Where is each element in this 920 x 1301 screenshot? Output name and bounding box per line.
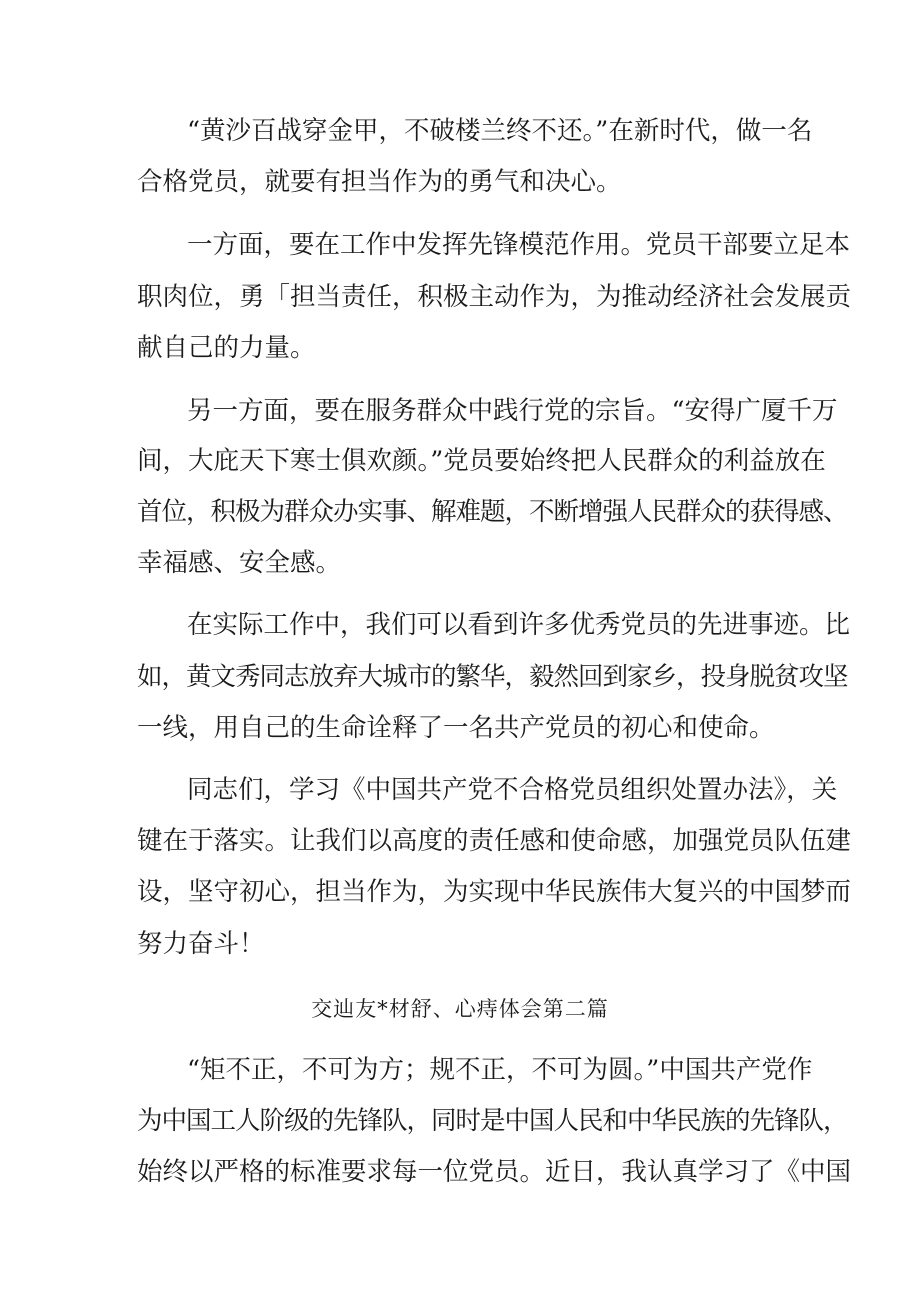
body-line: 首位，积极为群众办实事、解难题，不断增强人民群众的获得感、 (137, 497, 848, 527)
body-line: 间，大庇天下寒士俱欢颜。”党员要始终把人民群众的利益放在 (137, 446, 826, 476)
body-line: 幸福感、安全感。 (137, 548, 342, 578)
body-line: 设，坚守初心，担当作为，为实现中华民族伟大复兴的中国梦而 (137, 877, 852, 907)
body-line: 为中国工人阶级的先锋队，同时是中国人民和中华民族的先锋队， (137, 1106, 848, 1136)
body-line: 一方面，要在工作中发挥先锋模范作用。党员干部要立足本 (187, 230, 851, 260)
body-line: 同志们，学习《中国共产党不合格党员组织处置办法》，关 (187, 775, 838, 805)
body-line: “黄沙百战穿金甲，不破楼兰终不还。”在新时代，做一名 (187, 116, 813, 146)
body-line: 努力奋斗！ (137, 929, 265, 959)
body-line: 合格党员，就要有担当作为的勇气和决心。 (137, 167, 622, 197)
body-line: “矩不正，不可为方；规不正，不可为圆。”中国共产党作 (187, 1055, 813, 1085)
section-heading: 交辿友*材舒、心痔体会第二篇 (311, 997, 609, 1021)
body-line: 一线，用自己的生命诠释了一名共产党员的初心和使命。 (137, 713, 775, 743)
body-line: 另一方面，要在服务群众中践行党的宗旨。“安得广厦千万 (187, 396, 838, 426)
body-line: 如，黄文秀同志放弃大城市的繁华，毅然回到家乡，投身脱贫攻坚 (137, 662, 848, 692)
body-line: 始终以严格的标准要求每一位党员。近日，我认真学习了《中国 (137, 1157, 852, 1187)
body-line: 职肉位，勇「担当责任，积极主动作为，为推动经济社会发展贡 (137, 282, 852, 312)
body-line: 键在于落实。让我们以高度的责任感和使命感，加强党员队伍建 (137, 826, 852, 856)
body-line: 在实际工作中，我们可以看到许多优秀党员的先进事迹。比 (187, 610, 851, 640)
body-line: 献自己的力量。 (137, 333, 316, 363)
